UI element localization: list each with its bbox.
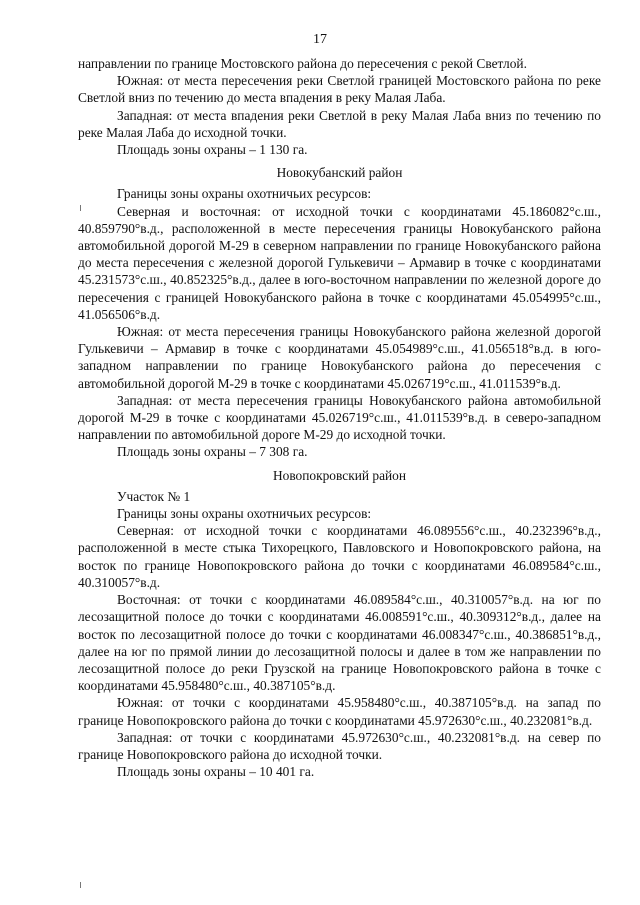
document-body [78, 55, 601, 780]
paragraph-novopokrovsky-north: Северная: от исходной точки с координатами 46.089556°с.ш., 40.232396°в.д., расположенной в месте стыка Тихорецкого, Павловского и Новопокровского района, на восток по границе Новопокровского района до точки с координатами 46.089584°с.ш., 40.310057°в.д. [78, 523, 601, 590]
paragraph-novopokrovsky-area: Площадь зоны охраны – 10 401 га. [117, 764, 315, 780]
paragraph-novokubansky-south: Южная: от места пересечения границы Новокубанского района железной дорогой Гулькевичи – Армавир в точке с координатами 45.054989°с.ш., 41.056518°в.д. в юго-западном направлении по границе Новокубанского района до пересечения с автомобильной дорогой М-29 в точке с координатами 45.026719°с.ш., 41.011539°в.д. [78, 324, 601, 391]
paragraph-novopokrovsky-borders-intro: Границы зоны охраны охотничьих ресурсов: [117, 506, 372, 522]
paragraph-novokubansky-west: Западная: от места пересечения границы Новокубанского района автомобильной дорогой М-29 в точке с координатами 45.026719°с.ш., 41.011539°в.д. в северо-западном направлении по автомобильной дороге М-29 до исходной точки. [78, 392, 601, 443]
paragraph-plot-number: Участок № 1 [117, 488, 191, 504]
paragraph-novopokrovsky-east: Восточная: от точки с координатами 46.089584°с.ш., 40.310057°в.д. на юг по лесозащитной полосе до точки с координатами 46.008591°с.ш., 40.309312°в.д., далее на восток по лесозащитной полосе до точки с координатами 46.008347°с.ш., 40.386851°в.д., далее на юг по прямой линии до лесозащитной полосы и далее в том же направлении по лесозащитной полосе до реки Грузской на границе Новопокровского района в точке с координатами 45.958480°с.ш., 40.387105°в.д. [78, 592, 601, 694]
paragraph-mostovsky-area: Площадь зоны охраны – 1 130 га. [117, 142, 308, 158]
paragraph-novokubansky-borders-intro: Границы зоны охраны охотничьих ресурсов: [117, 186, 372, 202]
section-heading-novokubansky: Новокубанский район [276, 165, 403, 181]
paragraph-novopokrovsky-south: Южная: от точки с координатами 45.958480°с.ш., 40.387105°в.д. на запад по границе Новопокровского района до точки с координатами 45.972630°с.ш., 40.232081°в.д. [78, 695, 601, 728]
scan-speck [80, 882, 81, 888]
paragraph-novokubansky-area: Площадь зоны охраны – 7 308 га. [117, 444, 308, 460]
section-heading-novopokrovsky: Новопокровский район [272, 467, 407, 483]
paragraph-mostovsky-west: Западная: от места впадения реки Светлой в реку Малая Лаба вниз по течению по реке Малая Лаба до исходной точки. [78, 107, 601, 140]
paragraph-novopokrovsky-west: Западная: от точки с координатами 45.972630°с.ш., 40.232081°в.д. на север по границе Новопокровского района до исходной точки. [78, 729, 601, 762]
paragraph-novokubansky-north-east: Северная и восточная: от исходной точки с координатами 45.186082°с.ш., 40.859790°в.д., расположенной в месте пересечения границы Новокубанского района автомобильной дорогой М-29 в северном направлении по границе Новокубанского района до места пересечения с железной дорогой Гулькевичи – Армавир в точке с координатами 45.231573°с.ш., 40.852325°в.д., далее в юго-восточном направлении по железной дороге до пересечения с границей Новокубанского района в точке с координатами 45.054995°с.ш., 41.056506°в.д. [78, 203, 601, 322]
scan-speck [80, 205, 81, 211]
page-number: 17 [313, 32, 327, 47]
paragraph-mostovsky-continuation: направлении по границе Мостовского района до пересечения с рекой Светлой. [78, 56, 527, 71]
paragraph-mostovsky-south: Южная: от места пересечения реки Светлой границей Мостовского района по реке Светлой вниз по течению до места впадения в реку Малая Лаба. [78, 73, 601, 106]
